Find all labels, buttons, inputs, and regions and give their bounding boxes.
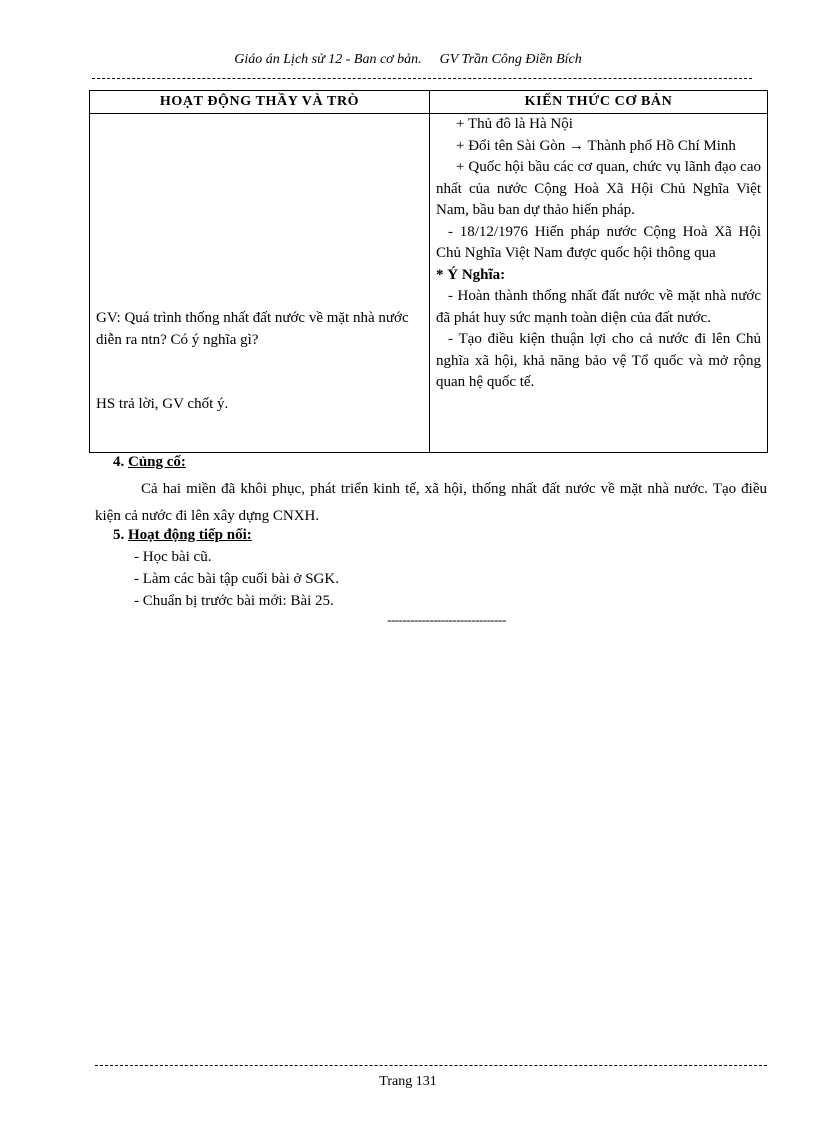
- page-header: [0, 52, 816, 68]
- rename-line: [436, 136, 761, 158]
- consolidation-number: 4.: [113, 454, 125, 470]
- next-activity-title: Hoạt động tiếp nối:: [128, 527, 252, 543]
- meaning-line-2: - Tạo điều kiện thuận lợi cho cả nước đi lên Chủ nghĩa xã hội, khả năng bảo vệ Tổ quốc và mở rộng quan hệ quốc tế.: [436, 331, 761, 390]
- teacher-question: GV: Quá trình thống nhất đất nước về mặt nhà nước diễn ra ntn? Có ý nghĩa gì?: [96, 310, 409, 348]
- consolidation-heading: [113, 454, 186, 471]
- rename-text-b: Thành phố Hồ Chí Minh: [587, 137, 736, 154]
- arrow-right-icon: →: [569, 137, 585, 154]
- meaning-title: * Ý Nghĩa:: [436, 266, 506, 283]
- next-activity-heading: [113, 527, 252, 544]
- list-item: - Học bài cũ.: [134, 549, 212, 565]
- constitution-line: - 18/12/1976 Hiến pháp nước Cộng Hoà Xã Hội Chủ Nghĩa Việt Nam được quốc hội thông qua: [436, 223, 761, 261]
- footer-divider: [95, 1065, 767, 1066]
- consolidation-text: Cả hai miền đã khôi phục, phát triển kinh tế, xã hội, thống nhất đất nước về mặt nhà nước. Tạo điều kiện cả nước đi lên xây dựng CNXH.: [95, 481, 767, 524]
- list-item: - Làm các bài tập cuối bài ở SGK.: [134, 571, 339, 587]
- table-header-knowledge: KIẾN THỨC CƠ BẢN: [430, 91, 768, 114]
- header-course-title: Giáo án Lịch sử 12 - Ban cơ bản.: [234, 52, 422, 67]
- meaning-line-1: - Hoàn thành thống nhất đất nước về mặt nhà nước đã phát huy sức mạnh toàn diện của đất nước.: [436, 288, 761, 326]
- lesson-table: [89, 90, 768, 453]
- knowledge-cell: [430, 114, 768, 453]
- capital-line: + Thủ đô là Hà Nội: [456, 116, 573, 132]
- header-divider: [92, 78, 752, 79]
- list-item: - Chuẩn bị trước bài mới: Bài 25.: [134, 593, 334, 609]
- consolidation-title: Củng cố:: [128, 454, 186, 470]
- header-teacher-name: GV Trần Công Điền Bích: [439, 52, 582, 67]
- activities-cell: [90, 114, 430, 453]
- table-header-activities: HOẠT ĐỘNG THẦY VÀ TRÒ: [90, 91, 430, 114]
- next-activity-number: 5.: [113, 527, 125, 543]
- end-marker: -------------------------------: [387, 612, 506, 627]
- student-answer: HS trả lời, GV chốt ý.: [96, 396, 229, 412]
- assembly-line: + Quốc hội bầu các cơ quan, chức vụ lãnh đạo cao nhất của nước Cộng Hoà Xã Hội Chủ Nghĩa Việt Nam, bầu ban dự thảo hiến pháp.: [436, 159, 761, 218]
- page-number: Trang 131: [379, 1074, 437, 1089]
- rename-text-a: + Đổi tên Sài Gòn: [456, 137, 566, 154]
